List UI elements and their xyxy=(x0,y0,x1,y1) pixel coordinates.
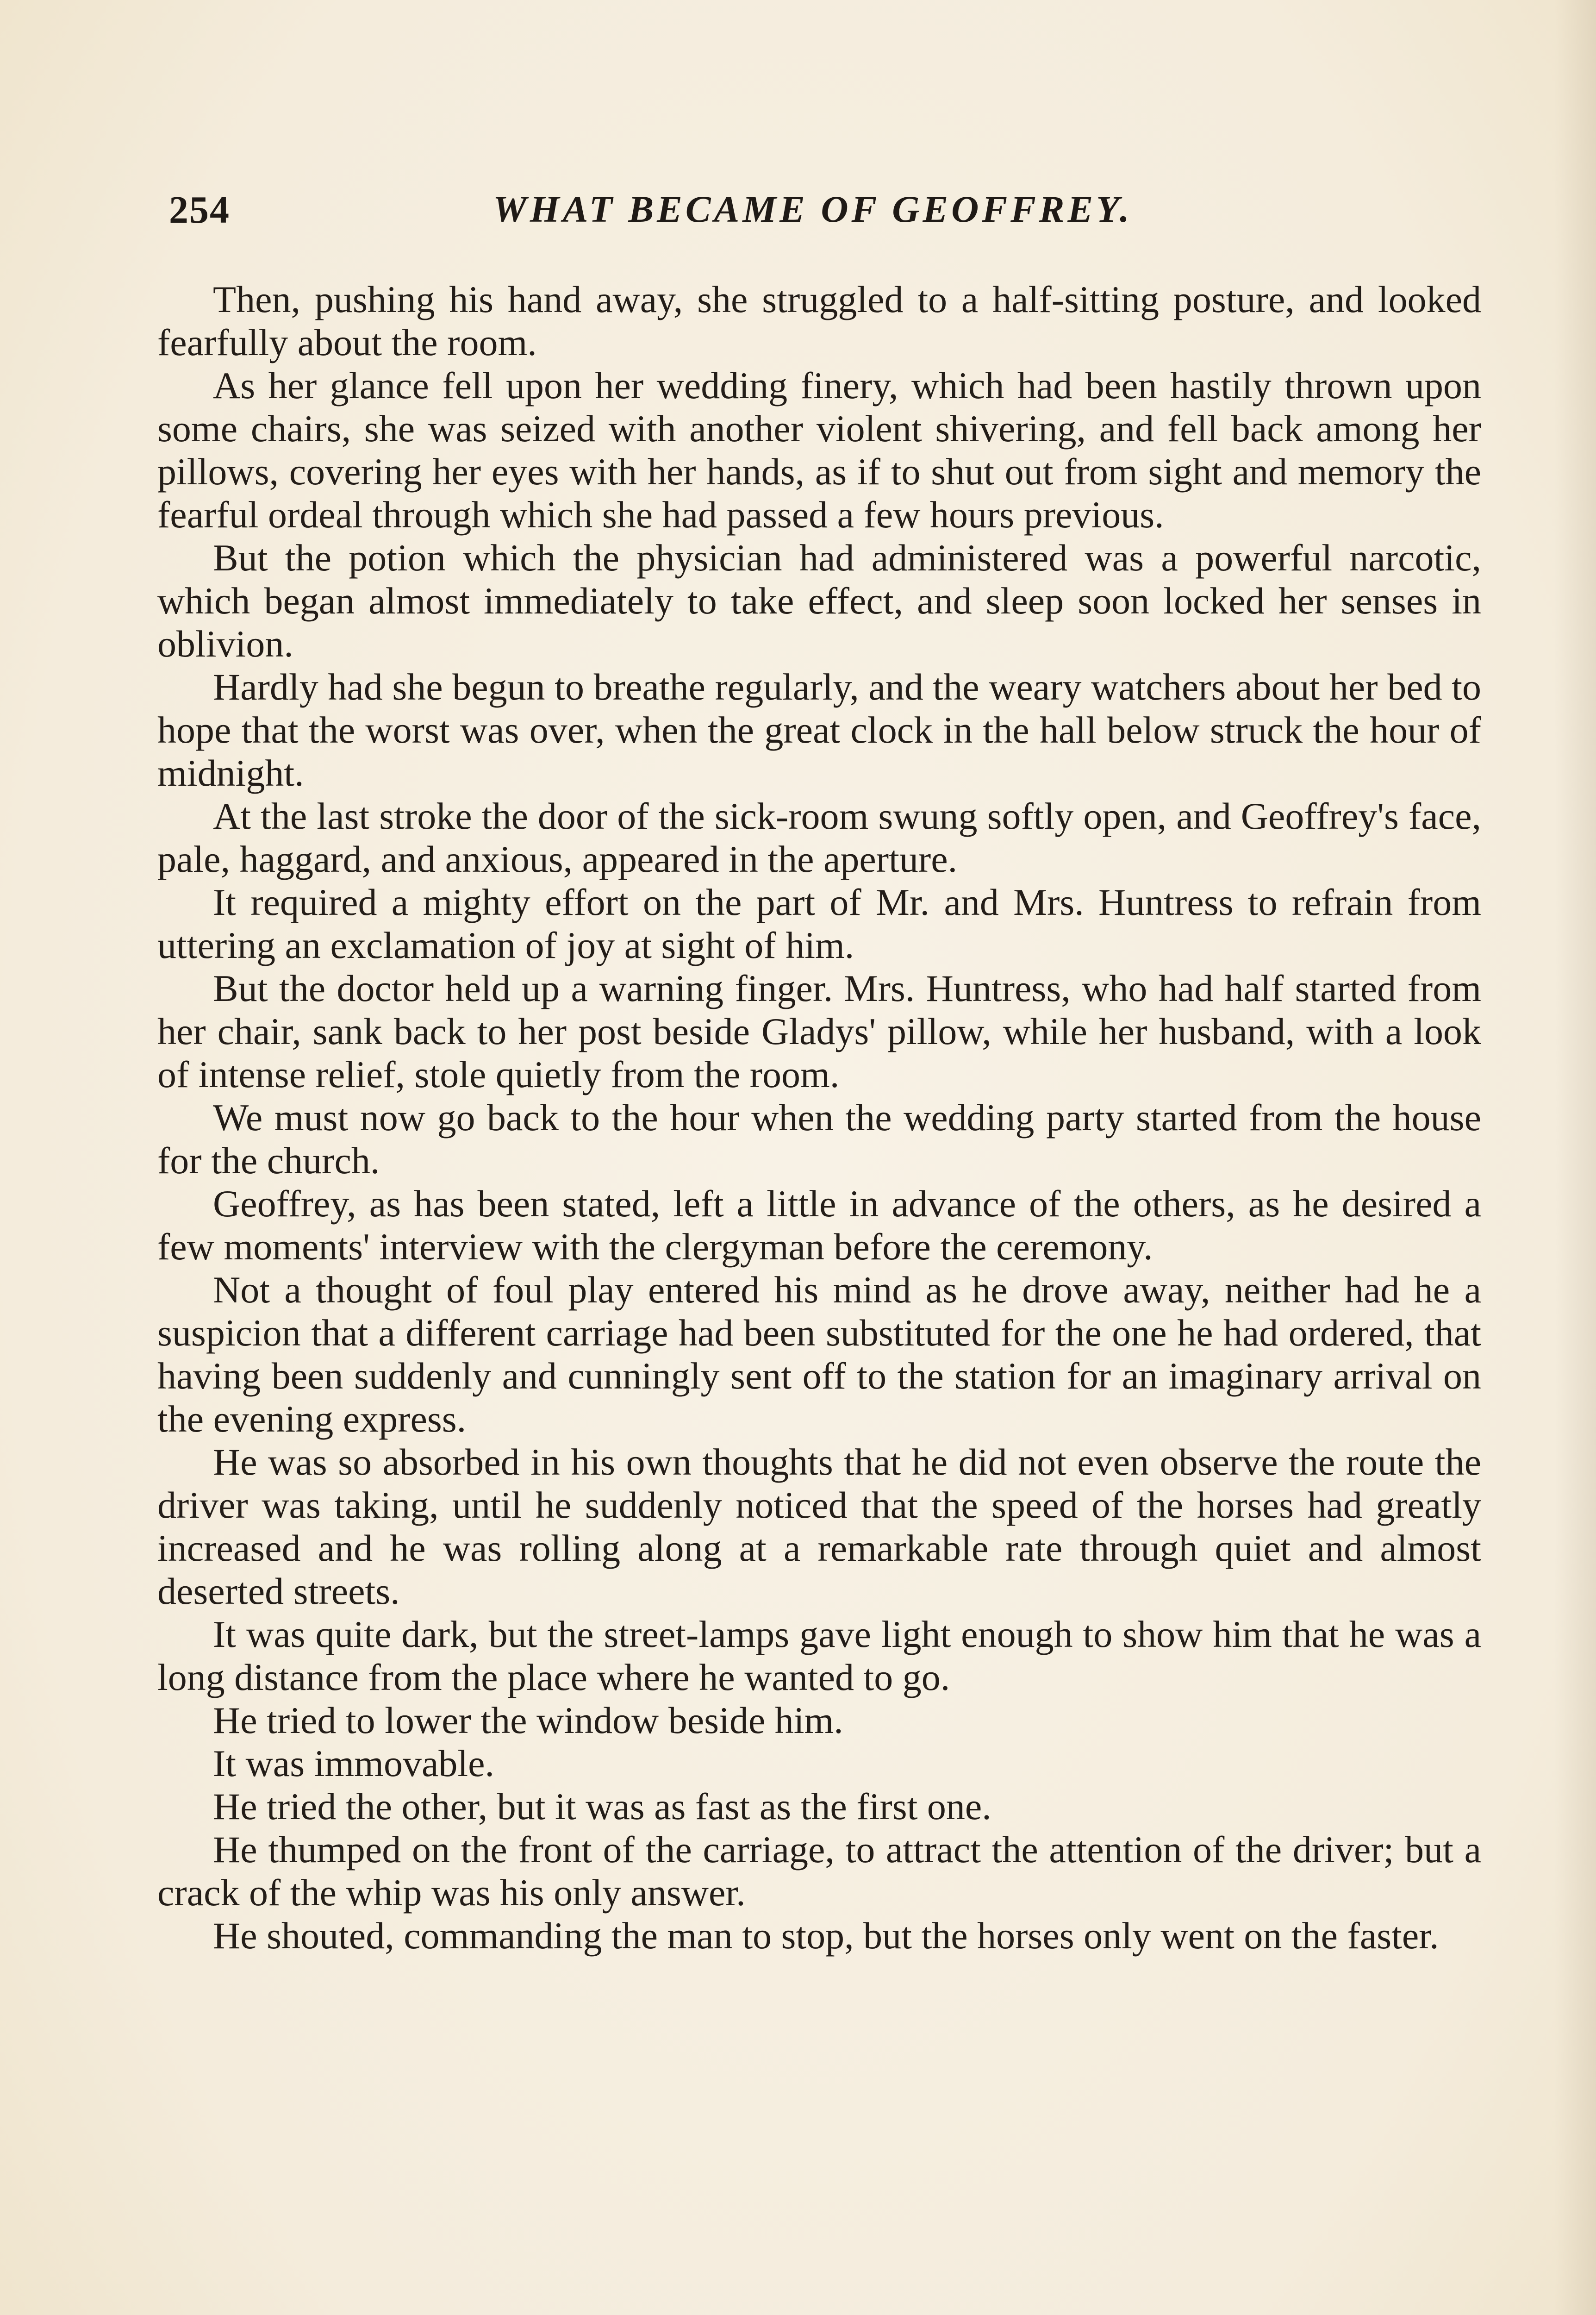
paragraph: Not a thought of foul play entered his mind as he drove away, neither had he a suspicion that a different carriage had been substituted for the one he had ordered, that having been suddenly and cunningly sent off to the station for an imaginary arrival on the evening express. xyxy=(157,1269,1481,1440)
body-text xyxy=(157,278,1481,1957)
paragraph: He shouted, commanding the man to stop, but the horses only went on the faster. xyxy=(213,1915,1439,1957)
paragraph: It required a mighty effort on the part of Mr. and Mrs. Huntress to refrain from uttering an exclamation of joy at sight of him. xyxy=(157,881,1481,966)
paragraph: He tried to lower the window beside him. xyxy=(213,1699,843,1741)
paragraph: At the last stroke the door of the sick-room swung softly open, and Geoffrey's face, pale, haggard, and anxious, appeared in the aperture. xyxy=(157,795,1481,880)
page-header xyxy=(169,188,1525,243)
paragraph: But the potion which the physician had administered was a powerful narcotic, which began almost immediately to take effect, and sleep soon locked her senses in oblivion. xyxy=(157,537,1481,665)
paragraph: Then, pushing his hand away, she struggled to a half-sitting posture, and looked fearfully about the room. xyxy=(157,278,1481,363)
paragraph: Hardly had she begun to breathe regularly, and the weary watchers about her bed to hope that the worst was over, when the great clock in the hall below struck the hour of midnight. xyxy=(157,666,1481,794)
paragraph: It was quite dark, but the street-lamps gave light enough to show him that he was a long distance from the place where he wanted to go. xyxy=(157,1613,1481,1698)
paragraph: But the doctor held up a warning finger. Mrs. Huntress, who had half started from her chair, sank back to her post beside Gladys' pillow, while her husband, with a look of intense relief, stole quietly from the room. xyxy=(157,967,1481,1095)
paragraph: Geoffrey, as has been stated, left a little in advance of the others, as he desired a few moments' interview with the clergyman before the ceremony. xyxy=(157,1183,1481,1268)
paragraph: It was immovable. xyxy=(213,1742,495,1784)
paragraph: He was so absorbed in his own thoughts that he did not even observe the route the driver was taking, until he suddenly noticed that the speed of the horses had greatly increased and he was rolling along at a remarkable rate through quiet and almost deserted streets. xyxy=(157,1441,1481,1612)
paragraph: As her glance fell upon her wedding finery, which had been hastily thrown upon some chairs, she was seized with another violent shivering, and fell back among her pillows, covering her eyes with her hands, as if to shut out from sight and memory the fearful ordeal through which she had passed a few hours previous. xyxy=(157,364,1481,536)
page-edge-shadow xyxy=(1554,0,1596,2315)
running-title: WHAT BECAME OF GEOFFREY. xyxy=(493,188,1133,230)
page-number: 254 xyxy=(169,188,230,232)
paragraph: He tried the other, but it was as fast as the first one. xyxy=(213,1785,991,1827)
paragraph: We must now go back to the hour when the wedding party started from the house for the church. xyxy=(157,1096,1481,1182)
paragraph: He thumped on the front of the carriage, to attract the attention of the driver; but a crack of the whip was his only answer. xyxy=(157,1828,1481,1914)
